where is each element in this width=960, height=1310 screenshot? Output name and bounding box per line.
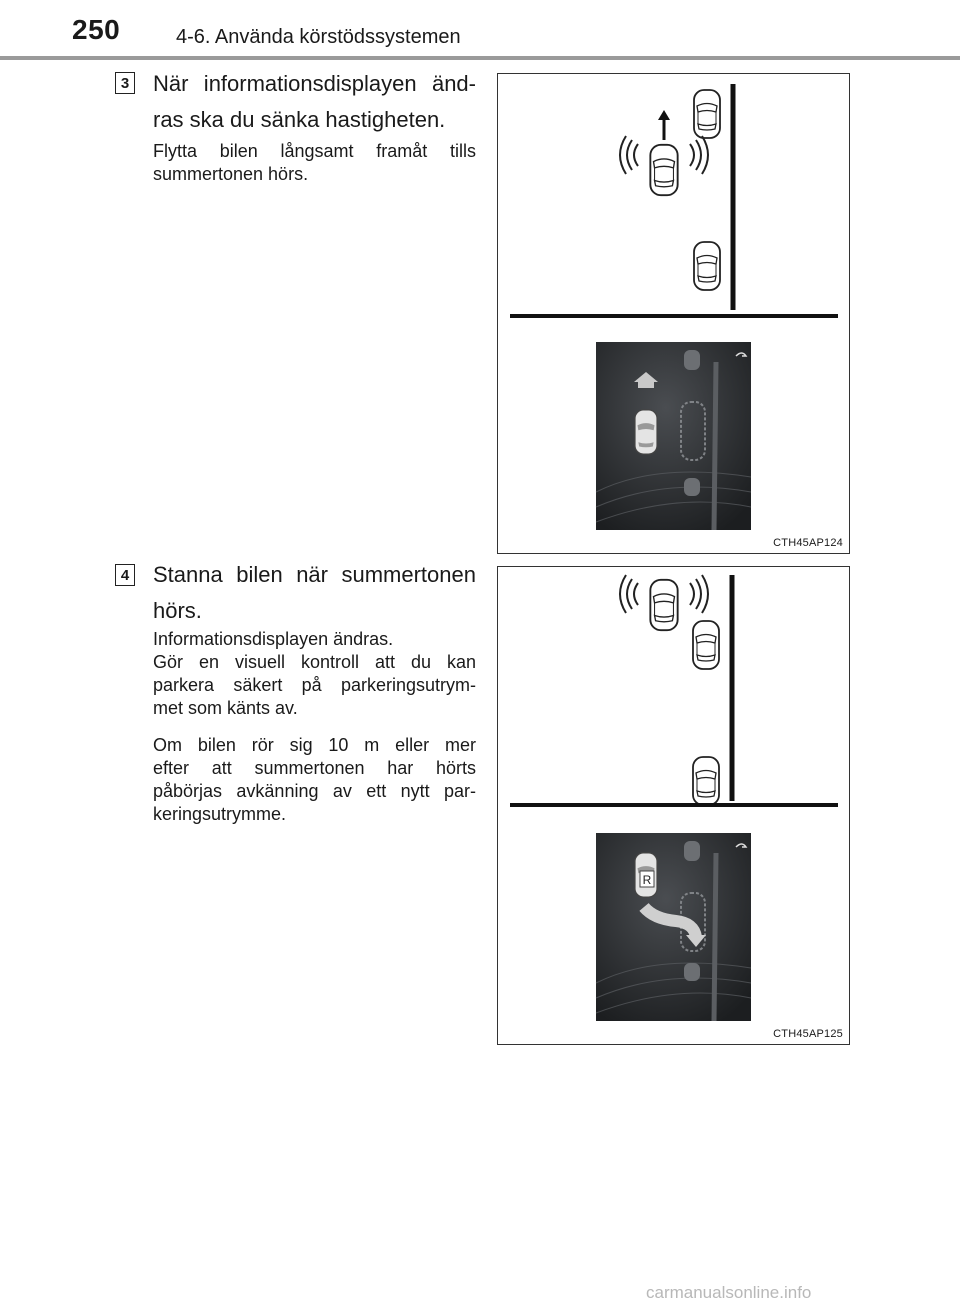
step-4-heading [153,557,476,629]
parked-car-icon [694,90,720,138]
step-3-text-line-2: summertonen hörs. [153,164,309,184]
header-rule [0,56,960,60]
figure-step-3 [497,73,850,554]
step-4-paragraph-1 [153,628,476,720]
watermark: carmanualsonline.info [646,1283,812,1302]
figure-step-4 [497,566,850,1045]
own-car-icon [650,580,677,630]
display-screen [596,342,751,530]
parked-car-icon [693,621,719,669]
parked-car-icon [693,757,719,805]
figure-step-3-illustration [498,74,848,552]
page-number: 250 [72,14,121,45]
step-4-p1-line-3: parkera säkert på parkeringsutrym- [153,675,476,695]
step-3-text-line-1: Flytta bilen långsamt framåt tills [153,141,476,161]
step-4-paragraph-2 [153,734,476,826]
step-3-number: 3 [115,72,135,94]
parked-car-icon [694,242,720,290]
step-4-p2-line-1: Om bilen rör sig 10 m eller mer [153,735,476,755]
figure-code: CTH45AP125 [773,1028,843,1040]
step-4-p1-line-2: Gör en visuell kontroll att du kan [153,652,476,672]
step-3-heading-line-2: ras ska du sänka hastigheten. [153,107,446,132]
step-4-heading-line-1: Stanna bilen när summertonen [153,562,476,587]
step-4-heading-line-2: hörs. [153,598,202,623]
own-car-icon [650,145,677,195]
figure-code: CTH45AP124 [773,537,843,549]
page-header [0,0,960,60]
step-3-paragraph [153,140,476,186]
step-3-heading-line-1: När informationsdisplayen änd- [153,71,476,96]
display-screen [596,833,751,1021]
step-4-p2-line-3: påbörjas avkänning av ett nytt par- [153,781,476,801]
screen-car-icon [635,410,657,454]
step-4-p2-line-4: keringsutrymme. [153,804,287,824]
section-title: 4-6. Använda körstödssystemen [176,26,461,48]
step-3-heading [153,66,476,138]
figure-step-4-illustration [498,567,848,1043]
step-4-number: 4 [115,564,135,586]
step-4-p1-line-1: Informationsdisplayen ändras. [153,629,394,649]
gear-indicator: R [642,873,652,887]
step-4-p1-line-4: met som känts av. [153,698,298,718]
step-4-p2-line-2: efter att summertonen har hörts [153,758,476,778]
